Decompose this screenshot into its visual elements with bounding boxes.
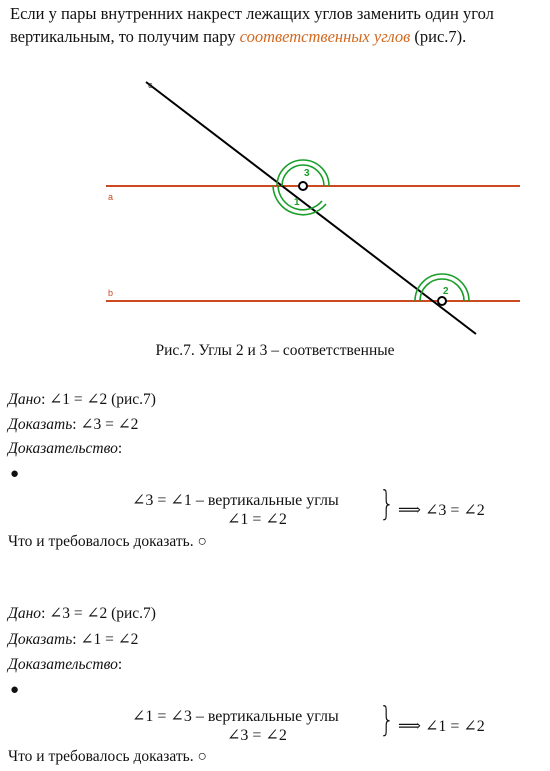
- proof1-eq2: ∠1 = ∠2: [227, 511, 287, 528]
- figure-7: [0, 70, 550, 340]
- transversal-label: c: [148, 80, 153, 90]
- intro-text-1: Если у пары внутренних накрест лежащих углов заменить один угол вертикальным, то получим пару: [10, 4, 494, 46]
- prove-label: Доказать: [8, 416, 73, 433]
- intro-text-2: (рис.7).: [410, 27, 467, 46]
- proof-colon: :: [117, 440, 123, 457]
- proof2-result: ⟹ ∠1 = ∠2: [398, 718, 485, 735]
- intro-paragraph: [10, 2, 545, 48]
- proof1-prove: [8, 415, 138, 434]
- angle-3-label: 3: [304, 168, 310, 179]
- proof2-qed: Что и требовалось доказать. ○: [8, 748, 207, 765]
- proof1-qed: Что и требовалось доказать. ○: [8, 533, 207, 550]
- prove-value: : ∠3 = ∠2: [72, 416, 139, 433]
- proof2-eq2: ∠3 = ∠2: [227, 727, 287, 744]
- intersection-point-b: [438, 297, 446, 305]
- proof-label: Доказательство: [8, 440, 118, 457]
- given-value: : ∠1 = ∠2 (рис.7): [41, 391, 156, 408]
- proof2-proof-heading: [8, 656, 122, 674]
- proof2-prove: [8, 630, 138, 649]
- proof-label: Доказательство: [8, 656, 118, 673]
- proof2-eq1: ∠1 = ∠3 – вертикальные углы: [132, 708, 339, 725]
- proof-colon: :: [117, 656, 123, 673]
- intersection-point-a: [299, 182, 307, 190]
- angle-1-label: 1: [294, 197, 300, 208]
- proof2-given: [8, 604, 156, 623]
- proof1-equation-block: [0, 484, 550, 532]
- prove-label: Доказать: [8, 631, 73, 648]
- proof1-result: ⟹ ∠3 = ∠2: [398, 502, 485, 519]
- proof2-bullet: ●: [10, 682, 20, 698]
- given-label: Дано: [8, 391, 42, 408]
- proof1-proof-heading: [8, 440, 122, 458]
- figure-caption: Рис.7. Углы 2 и 3 – соответственные: [155, 342, 395, 359]
- proof2-brace: }: [379, 700, 395, 740]
- line-a-label: a: [108, 192, 114, 202]
- proof1-given: [8, 390, 156, 409]
- given-value: : ∠3 = ∠2 (рис.7): [41, 605, 156, 622]
- intro-term: соответственных углов: [239, 27, 411, 46]
- proof1-bullet: ●: [10, 466, 20, 482]
- angle-2-label: 2: [443, 286, 449, 297]
- proof1-eq1: ∠3 = ∠1 – вертикальные углы: [132, 492, 339, 509]
- prove-value: : ∠1 = ∠2: [72, 631, 139, 648]
- proof2-equation-block: [0, 700, 550, 748]
- given-label: Дано: [8, 605, 42, 622]
- line-b-label: b: [108, 288, 114, 298]
- proof1-brace: }: [379, 484, 395, 524]
